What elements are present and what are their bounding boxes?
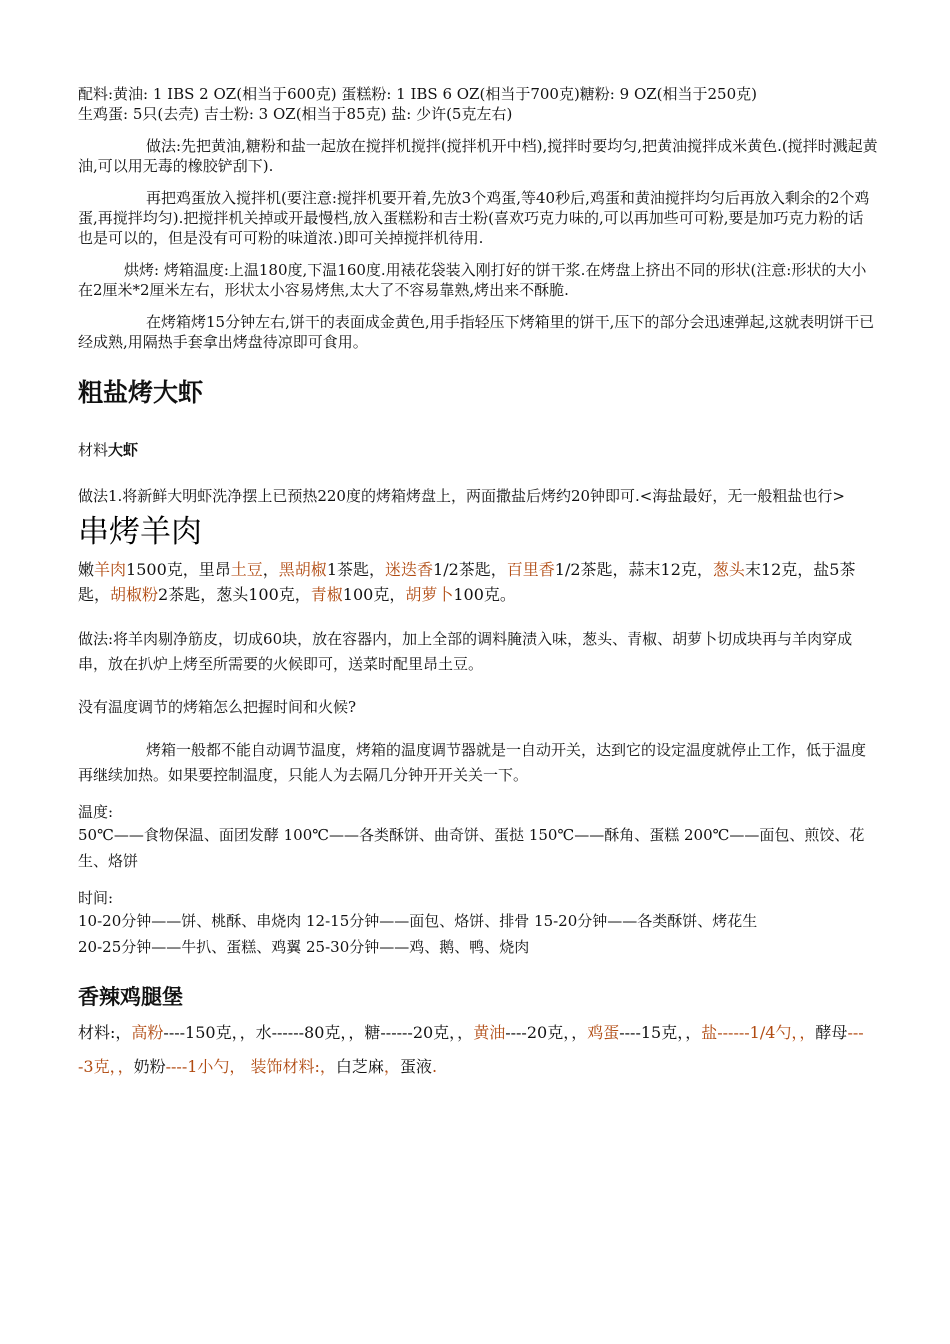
ingredient-link[interactable]: 迷迭香 — [385, 560, 434, 579]
ingredient-text: 蛋液 — [399, 1057, 432, 1076]
ingredient-link[interactable]: 羊肉 — [94, 560, 127, 579]
ingredient-text: ， — [262, 560, 279, 579]
ingredient-text: ----150克，，水------80克，，糖------20克，， — [163, 1023, 474, 1042]
recipe-title-shrimp: 粗盐烤大虾 — [78, 378, 204, 407]
ingredient-link[interactable]: ----1小勺， 装饰材料:， — [165, 1057, 336, 1076]
ingredient-link[interactable]: 胡萝卜 — [405, 585, 454, 604]
oven-answer: 烤箱一般都不能自动调节温度，烤箱的温度调节器就是一自动开关，达到它的设定温度就停止工作，低于温度再继续加热。如果要控制温度，只能人为去隔几分钟开开关关一下。 — [78, 741, 867, 784]
time-text-1: 10-20分钟——饼、桃酥、串烧肉 12-15分钟——面包、烙饼、排骨 15-20分钟——各类酥饼、烤花生 — [78, 912, 758, 930]
ingredient-link[interactable]: 高粉 — [131, 1023, 164, 1042]
ingredient-link[interactable]: 胡椒粉 — [110, 585, 159, 604]
lamb-method: 做法:将羊肉剔净筋皮，切成60块，放在容器内，加上全部的调料腌渍入味，葱头、青椒、胡萝卜切成块再与羊肉穿成串，放在扒炉上烤至所需要的火候即可，送菜时配里昂土豆。 — [78, 630, 853, 673]
ingredient-text: 酵母 — [815, 1023, 848, 1042]
ingredient-text: 1/2茶匙， — [433, 560, 507, 579]
ingredient-link[interactable]: 黄油 — [473, 1023, 506, 1042]
ingredient-text: 嫩 — [78, 560, 95, 579]
recipe-title-lamb: 串烤羊肉 — [78, 514, 202, 550]
burger-ingredients — [78, 1016, 878, 1084]
ingredient-text: 末12克，盐5茶匙， — [78, 560, 856, 604]
shrimp-method: 做法1.将新鲜大明虾洗净摆上已预热220度的烤箱烤盘上，两面撒盐后烤约20钟即可.<海盐最好，无一般粗盐也行> — [78, 487, 845, 505]
ingredient-text: 1茶匙， — [326, 560, 385, 579]
ingredient-text: ----20克，， — [505, 1023, 588, 1042]
time-label: 时间: — [78, 889, 114, 907]
step-1: 做法:先把黄油,糖粉和盐一起放在搅拌机搅拌(搅拌机开中档),搅拌时要均匀,把黄油搅拌成米黄色.(搅拌时溅起黄油,可以用无毒的橡胶铲刮下). — [78, 137, 878, 175]
step-3: 烘烤: 烤箱温度:上温180度,下温160度.用裱花袋装入刚打好的饼干浆.在烤盘上挤出不同的形状(注意:形状的大小在2厘米*2厘米左右，形状太小容易烤焦,太大了不容易靠熟,烤出来不酥脆. — [78, 261, 867, 299]
ingredient-text: 1500克，里昂 — [126, 560, 231, 579]
ingredient-text: 100克。 — [453, 585, 516, 604]
step-4: 在烤箱烤15分钟左右,饼干的表面成金黄色,用手指轻压下烤箱里的饼干,压下的部分会迅速弹起,这就表明饼干已经成熟,用隔热手套拿出烤盘待凉即可食用。 — [78, 313, 875, 351]
ingredients-line-2: 生鸡蛋: 5只(去壳) 吉士粉: 3 OZ(相当于85克) 盐: 少许(5克左右) — [78, 105, 513, 123]
ingredient-link[interactable]: 百里香 — [506, 560, 555, 579]
oven-question: 没有温度调节的烤箱怎么把握时间和火候? — [78, 698, 357, 716]
ingredient-text: 白芝麻 — [335, 1057, 384, 1076]
ingredient-link[interactable]: 葱头 — [712, 560, 745, 579]
ingredient-link[interactable]: ， — [383, 1057, 400, 1076]
ingredient-text: 材料:， — [78, 1023, 132, 1042]
material-label: 材料 — [78, 441, 109, 459]
ingredient-link[interactable]: ----3克，， — [78, 1023, 864, 1076]
ingredient-text: ----15克，， — [619, 1023, 702, 1042]
temp-text: 50℃——食物保温、面团发酵 100℃——各类酥饼、曲奇饼、蛋挞 150℃——酥角、蛋糕 200℃——面包、煎饺、花生、烙饼 — [78, 826, 865, 870]
ingredient-text: 2茶匙，葱头100克， — [158, 585, 311, 604]
lamb-ingredients — [78, 557, 878, 607]
time-text-2: 20-25分钟——牛扒、蛋糕、鸡翼 25-30分钟——鸡、鹅、鸭、烧肉 — [78, 938, 530, 956]
temp-label: 温度: — [78, 803, 114, 821]
document-page — [78, 84, 878, 1084]
ingredient-link[interactable]: . — [431, 1057, 438, 1076]
ingredient-text: 奶粉 — [133, 1057, 166, 1076]
ingredient-link[interactable]: 青椒 — [310, 585, 343, 604]
ingredient-text: 1/2茶匙，蒜末12克， — [554, 560, 713, 579]
ingredient-link[interactable]: 土豆 — [230, 560, 263, 579]
ingredients-line-1: 配料:黄油: 1 IBS 2 OZ(相当于600克) 蛋糕粉: 1 IBS 6 OZ(相当于700克)糖粉: 9 OZ(相当于250克) — [78, 85, 757, 103]
recipe-title-chicken-burger: 香辣鸡腿堡 — [78, 985, 183, 1009]
step-2: 再把鸡蛋放入搅拌机(要注意:搅拌机要开着,先放3个鸡蛋,等40秒后,鸡蛋和黄油搅拌均匀后再放入剩余的2个鸡蛋,再搅拌均匀).把搅拌机关掉或开最慢档,放入蛋糕粉和吉士粉(喜欢巧克力味的,可以再加些可可粉,要是加巧克力粉的话也是可以的，但是没有可可粉的味道浓.)即可关掉搅拌机待用. — [78, 189, 870, 247]
material-value: 大虾 — [108, 441, 139, 459]
ingredient-text: 100克， — [342, 585, 406, 604]
shrimp-material — [78, 440, 878, 460]
ingredient-link[interactable]: 黑胡椒 — [278, 560, 327, 579]
ingredient-link[interactable]: 鸡蛋 — [587, 1023, 620, 1042]
ingredient-link[interactable]: 盐------1/4勺，， — [701, 1023, 816, 1042]
